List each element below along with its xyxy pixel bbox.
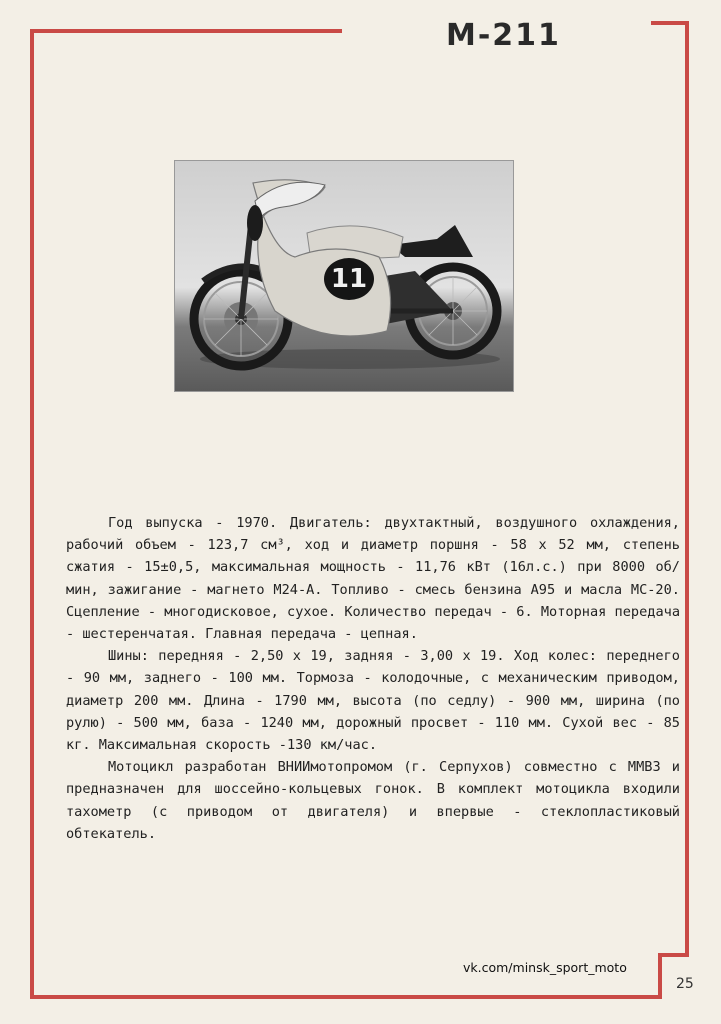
- frame-left-line: [30, 29, 34, 999]
- motorcycle-photo: [174, 160, 514, 392]
- page-number: 25: [676, 976, 694, 992]
- paragraph-history: Мотоцикл разработан ВНИИмотопромом (г. Серпухов) совместно с ММВЗ и предназначен для шоссейно-кольцевых гонок. В комплект мотоцикла входили тахометр (с приводом от двигателя) и впервые - стеклопластиковый обтекатель.: [66, 759, 680, 842]
- paragraph-chassis-specs: Шины: передняя - 2,50 х 19, задняя - 3,00 х 19. Ход колес: переднего - 90 мм, заднего - 100 мм. Тормоза - колодочные, с механическим приводом, диаметр 200 мм. Длина - 1790 мм, высота (по седлу) - 900 мм, ширина (по рулю) - 500 мм, база - 1240 мм, дорожный просвет - 110 мм. Сухой вес - 85 кг. Максимальная скорость -130 км/час.: [66, 648, 680, 754]
- specification-text: [66, 512, 680, 845]
- frame-right-step-line: [658, 953, 662, 999]
- watermark-url: vk.com/minsk_sport_moto: [463, 960, 627, 975]
- frame-top-right-line: [651, 21, 689, 25]
- frame-top-left-line: [30, 29, 342, 33]
- paragraph-engine-specs: Год выпуска - 1970. Двигатель: двухтактный, воздушного охлаждения, рабочий объем - 123,7 см³, ход и диаметр поршня - 58 х 52 мм, степень сжатия - 15±0,5, максимальная мощность - 11,76 кВт (16л.с.) при 8000 об/мин, зажигание - магнето М24-А. Топливо - смесь бензина А95 и масла МС-20. Сцепление - многодисковое, сухое. Количество передач - 6. Моторная передача - шестеренчатая. Главная передача - цепная.: [66, 515, 680, 643]
- frame-right-line: [685, 21, 689, 957]
- racing-number: 11: [330, 264, 368, 294]
- page-title: М-211: [446, 18, 561, 53]
- frame-bottom-line: [30, 995, 662, 999]
- frame-bottom-right-line: [658, 953, 689, 957]
